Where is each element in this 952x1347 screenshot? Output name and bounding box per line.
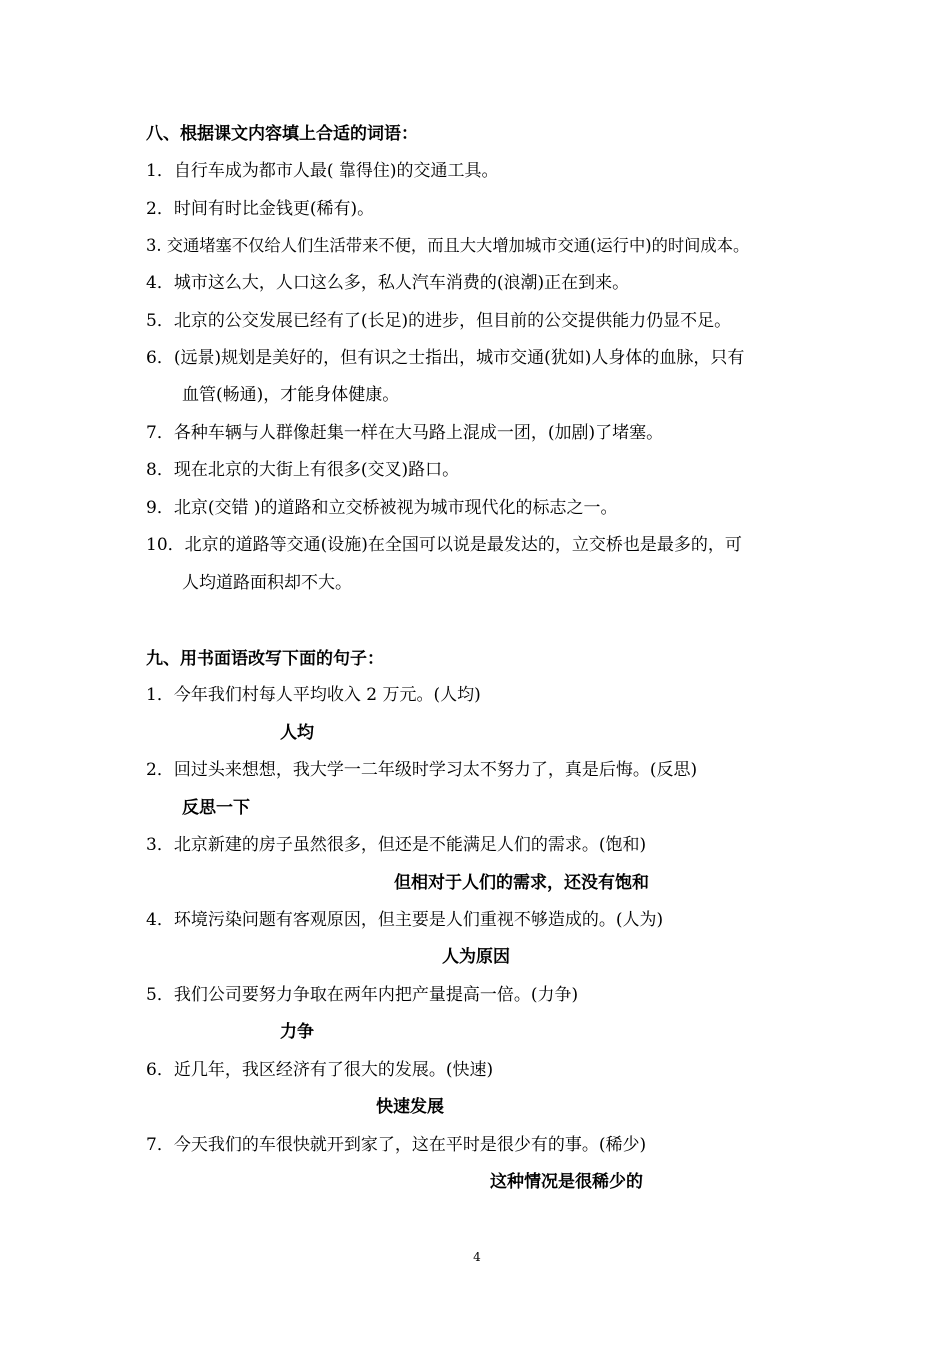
section-9-question-3: 3．北京新建的房子虽然很多，但还是不能满足人们的需求。(饱和): [146, 835, 647, 855]
section-8-item-1: 1．自行车成为都市人最( 靠得住)的交通工具。: [146, 161, 499, 181]
section-9-question-4: 4．环境污染问题有客观原因，但主要是人们重视不够造成的。(人为): [146, 910, 664, 930]
section-9-answer-4: 人为原因: [442, 947, 510, 967]
section-9-question-5: 5．我们公司要努力争取在两年内把产量提高一倍。(力争): [146, 985, 579, 1005]
section-9-question-7: 7．今天我们的车很快就开到家了，这在平时是很少有的事。(稀少): [146, 1135, 647, 1155]
section-9-answer-1: 人均: [280, 723, 314, 743]
section-9-heading: 九、用书面语改写下面的句子：: [146, 649, 384, 669]
section-8-item-10: 10．北京的道路等交通(设施)在全国可以说是最发达的，立交桥也是最多的，可: [146, 535, 742, 555]
section-9-question-1: 1．今年我们村每人平均收入 2 万元。(人均): [146, 685, 481, 705]
section-9-answer-6: 快速发展: [376, 1097, 444, 1117]
section-8-item-5: 5．北京的公交发展已经有了(长足)的进步，但目前的公交提供能力仍显不足。: [146, 311, 732, 331]
section-8-item-6-continued: 血管(畅通)，才能身体健康。: [182, 385, 400, 405]
section-8-item-2: 2．时间有时比金钱更(稀有)。: [146, 199, 375, 219]
section-8-item-10-continued: 人均道路面积却不大。: [182, 573, 352, 593]
section-8-item-3: 3. 交通堵塞不仅给人们生活带来不便，而且大大增加城市交通(运行中)的时间成本。: [146, 236, 750, 255]
section-8-item-8: 8．现在北京的大街上有很多(交叉)路口。: [146, 460, 460, 480]
section-8-item-9: 9．北京(交错 )的道路和立交桥被视为城市现代化的标志之一。: [146, 498, 618, 518]
section-9-answer-2: 反思一下: [182, 798, 250, 818]
section-9-answer-3: 但相对于人们的需求，还没有饱和: [394, 873, 649, 893]
section-8-item-4: 4．城市这么大，人口这么多，私人汽车消费的(浪潮)正在到来。: [146, 273, 630, 293]
section-9-question-6: 6．近几年，我区经济有了很大的发展。(快速): [146, 1060, 494, 1080]
section-9-answer-5: 力争: [280, 1022, 314, 1042]
section-9-question-2: 2．回过头来想想，我大学一二年级时学习太不努力了，真是后悔。(反思): [146, 760, 698, 780]
page-number: 4: [473, 1250, 481, 1264]
section-8-heading: 八、根据课文内容填上合适的词语：: [146, 124, 418, 144]
section-8-item-6: 6．(远景)规划是美好的，但有识之士指出，城市交通(犹如)人身体的血脉，只有: [146, 348, 745, 368]
section-8-item-7: 7．各种车辆与人群像赶集一样在大马路上混成一团，(加剧)了堵塞。: [146, 423, 664, 443]
section-9-answer-7: 这种情况是很稀少的: [490, 1172, 643, 1192]
